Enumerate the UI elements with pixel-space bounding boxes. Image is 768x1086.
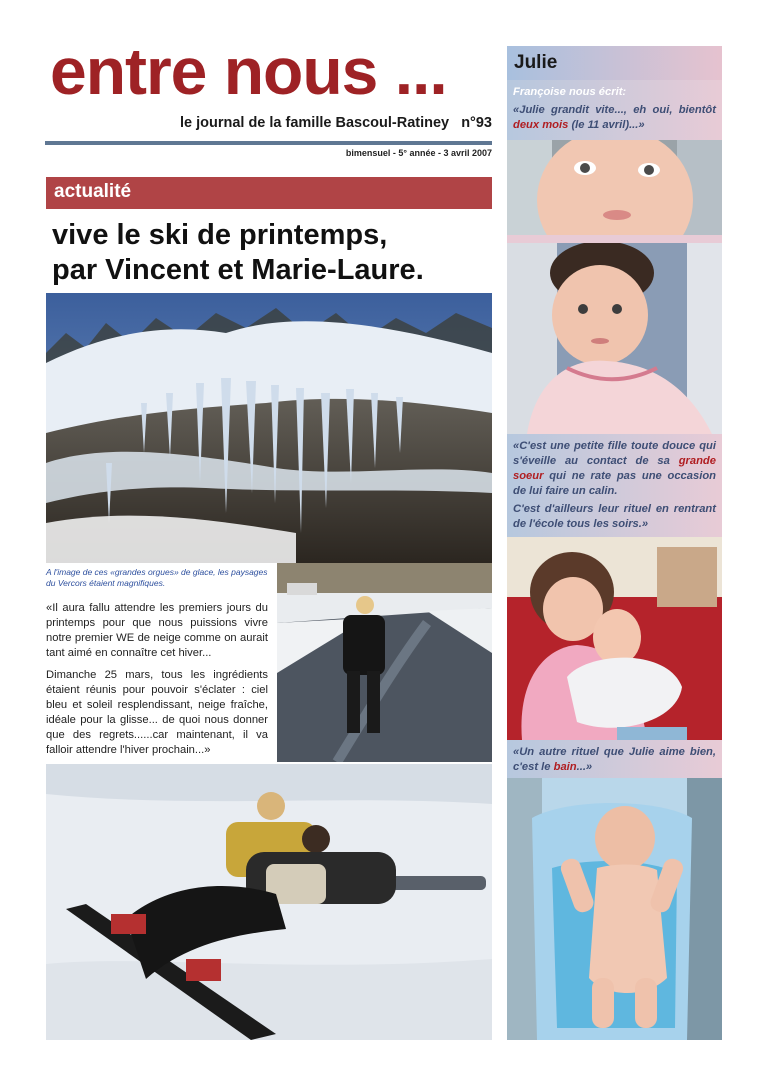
quote3-part1: «Un autre rituel que Julie aime bien, c'est le [513, 746, 716, 773]
header-rule [45, 141, 492, 145]
dateline: bimensuel - 5° année - 3 avril 2007 [345, 148, 492, 158]
sisters-photo [507, 537, 722, 740]
julie-quote-1 [507, 80, 722, 140]
quote1-part1: «Julie grandit vite..., eh oui, bientôt [513, 104, 716, 116]
article-body [46, 601, 268, 765]
quote3-part2: ...» [576, 761, 593, 773]
photo-caption: A l'image de ces «grandes orgues» de glace, les paysages du Vercors étaient magnifiques. [46, 567, 268, 588]
section-label: actualité [54, 181, 132, 202]
julie-quote-2 [507, 434, 722, 537]
quote1-text [513, 103, 716, 133]
quote1-highlight: deux mois [513, 119, 569, 131]
section-bar [46, 177, 492, 209]
julie-title: Julie [514, 52, 558, 73]
julie-quote-3 [507, 740, 722, 778]
quote3-highlight: bain [553, 761, 577, 773]
quote1-intro [513, 85, 716, 100]
newsletter-title: entre nous ... [50, 34, 447, 108]
article-headline [52, 218, 482, 288]
quote3-text [513, 745, 716, 775]
snowboard-couple-photo [46, 764, 492, 1040]
road-snow-photo [277, 563, 492, 762]
quote2-part2: qui ne rate pas une occasion de lui faire un calin. [513, 470, 716, 497]
baby-bath-photo [507, 778, 722, 1040]
quote1-intro-text: Françoise nous écrit: [513, 86, 627, 98]
headline-line2: par Vincent et Marie-Laure. [52, 254, 424, 286]
issue-number: n°93 [461, 115, 492, 131]
quote2-text [513, 439, 716, 499]
photo-separator [507, 235, 722, 243]
quote2-paragraph-2: C'est d'ailleurs leur rituel en rentrant de l'école tous les soirs.» [513, 503, 716, 530]
ice-cliff-photo [46, 293, 492, 563]
article-paragraph-2: Dimanche 25 mars, tous les ingrédients étaient réunis pour pouvoir s'éclater : ciel bleu et soleil resplendissant, neige fraîche, idéale pour la glisse... de quoi nous donner que des regrets......car maintenant, il va falloir attendre l'hiver prochain...» [46, 669, 268, 756]
quote1-part2: (le 11 avril)...» [568, 119, 645, 131]
article-paragraph-1: «Il aura fallu attendre les premiers jours du printemps pour que nous puissions vivre notre premier WE de neige comme on aurait tant aimé en connaître cet hiver... [46, 602, 268, 659]
headline-line1: vive le ski de printemps, [52, 219, 388, 251]
baby-closeup-photo [507, 140, 722, 235]
quote2-part1: «C'est une petite fille toute douce qui s'éveille au contact de sa [513, 440, 716, 467]
baby-seat-photo [507, 243, 722, 434]
julie-header [507, 46, 722, 80]
quote2-highlight: grande soeur [513, 455, 716, 482]
newsletter-subtitle [150, 115, 492, 131]
subtitle-text: le journal de la famille Bascoul-Ratiney [179, 115, 450, 131]
